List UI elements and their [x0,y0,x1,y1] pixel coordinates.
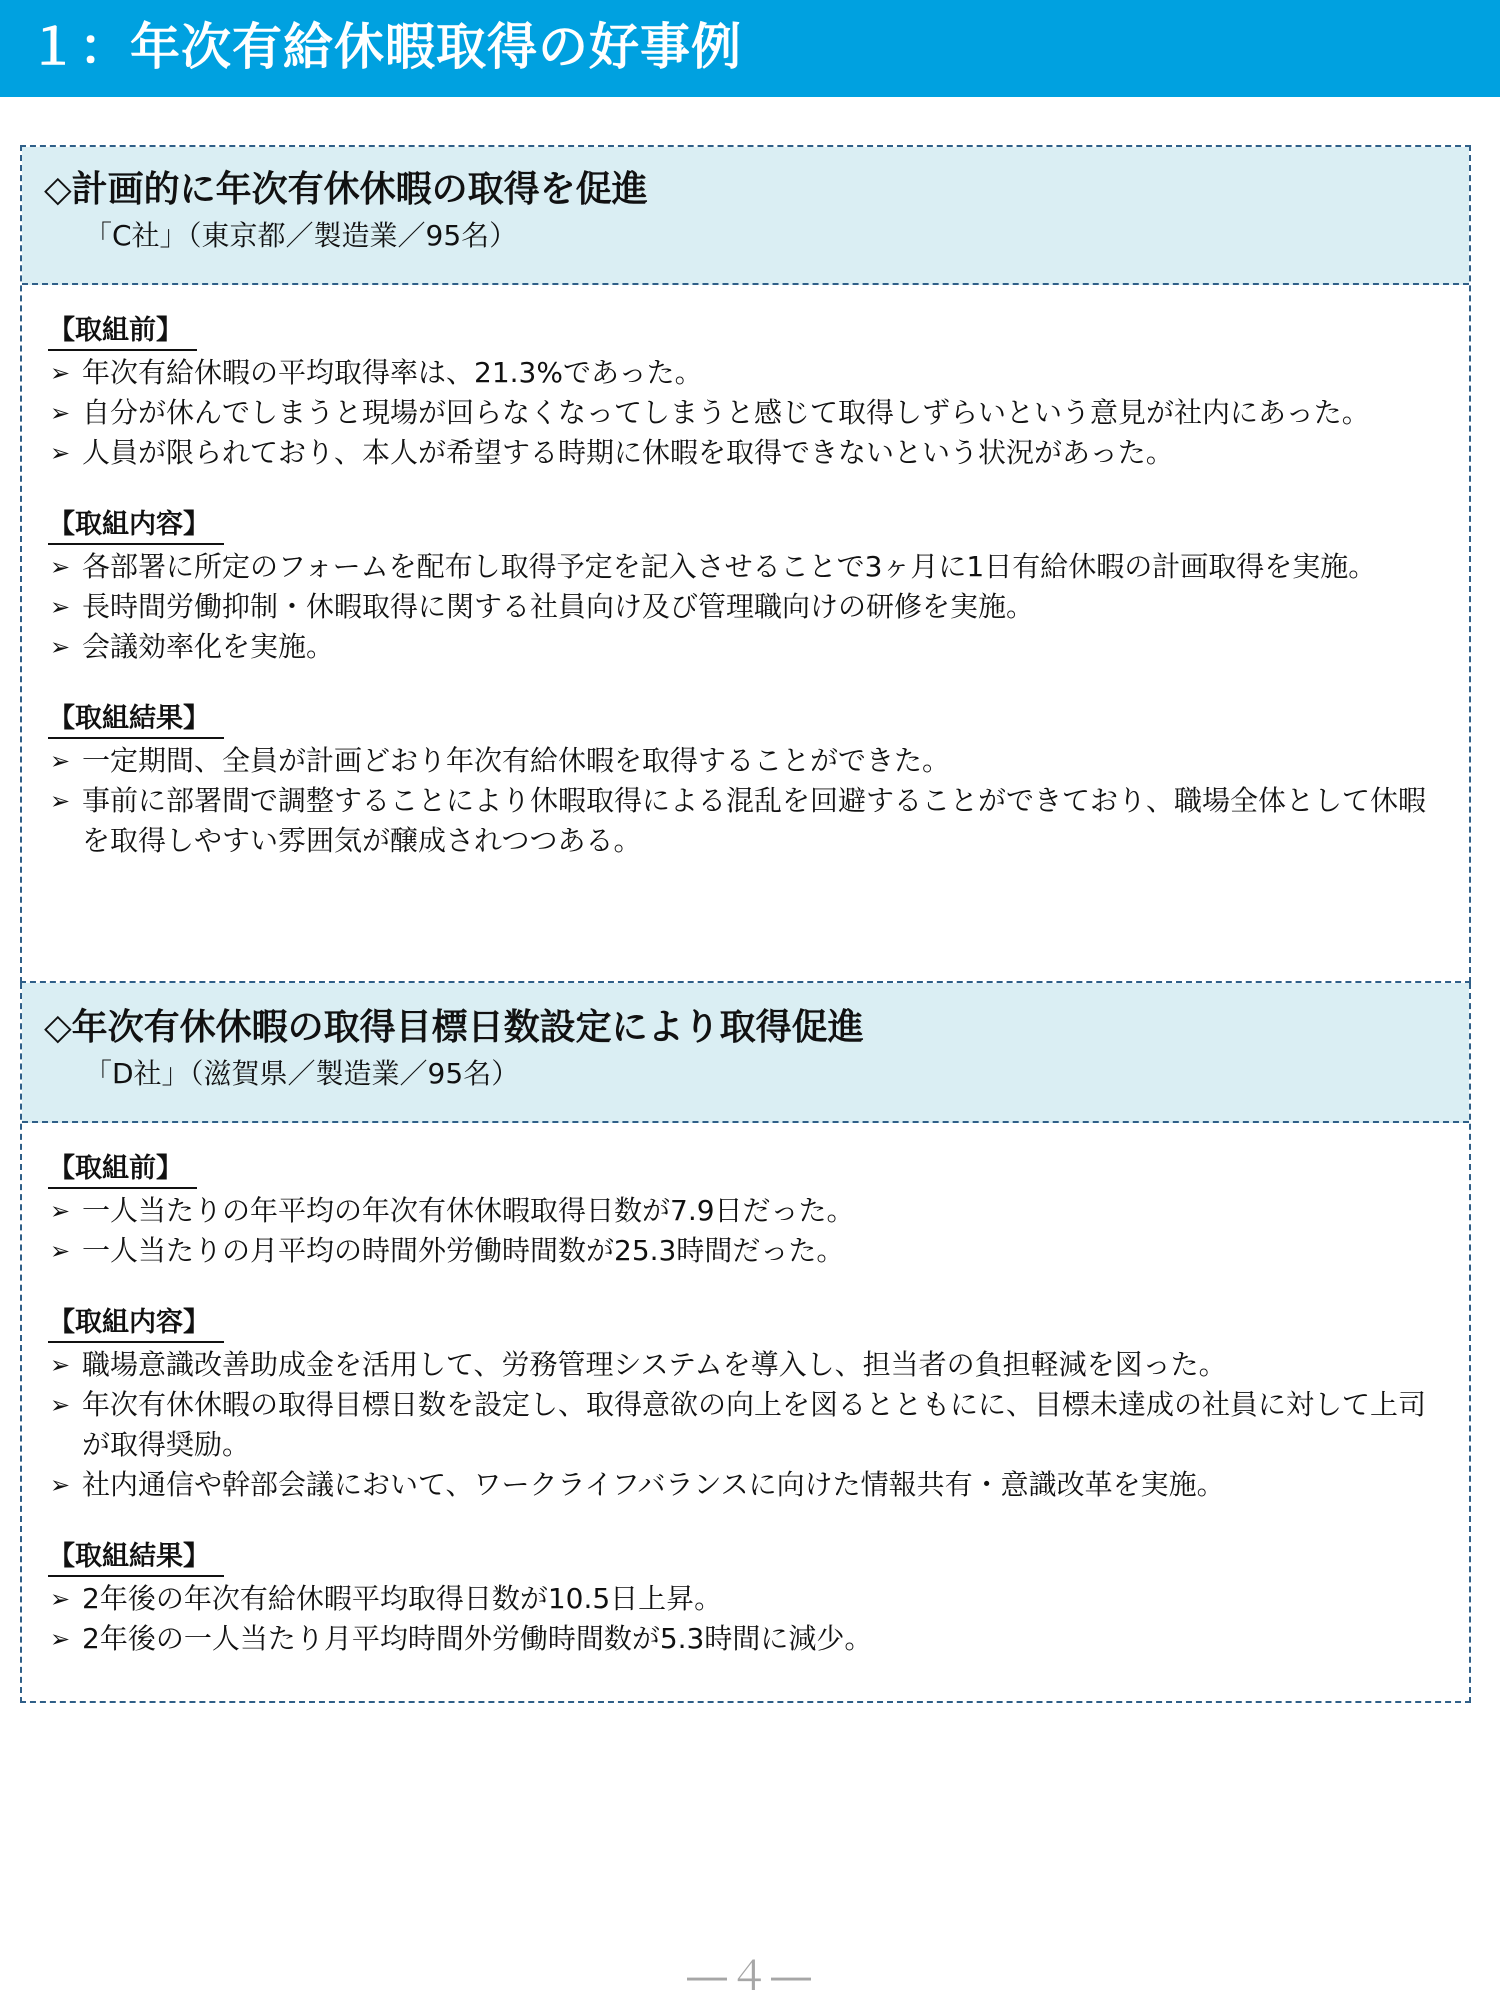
arrowhead-bullet-icon: ➢ [50,399,71,427]
list-item-text: 職場意識改善助成金を活用して、労務管理システムを導入し、担当者の負担軽減を図った。 [82,1348,1227,1381]
arrowhead-bullet-icon: ➢ [50,1197,71,1225]
list-item [48,393,1439,433]
list-item-text: 長時間労働抑制・休暇取得に関する社員向け及び管理職向けの研修を実施。 [82,590,1035,623]
list-item-text: 2年後の年次有給休暇平均取得日数が10.5日上昇。 [82,1582,723,1615]
section-label: 【取組内容】 [48,1305,224,1343]
case-card-d [20,983,1471,1703]
case-body [22,1123,1469,1659]
bullet-list [48,1579,1439,1659]
section-results [48,1539,1439,1659]
page-number: ―４― [687,1954,813,2000]
list-item [48,433,1439,473]
case-body [22,285,1469,861]
arrowhead-bullet-icon: ➢ [50,593,71,621]
case-company: 「C社」（東京都／製造業／95名） [84,219,518,252]
arrowhead-bullet-icon: ➢ [50,553,71,581]
arrowhead-bullet-icon: ➢ [50,1351,71,1379]
list-item-text: 各部署に所定のフォームを配布し取得予定を記入させることで3ヶ月に1日有給休暇の計画取得を実施。 [82,550,1377,583]
list-item [48,1385,1439,1465]
list-item [48,547,1439,587]
bullet-list [48,1191,1439,1271]
list-item-text: 2年後の一人当たり月平均時間外労働時間数が5.3時間に減少。 [82,1622,873,1655]
list-item-text: 社内通信や幹部会議において、ワークライフバランスに向けた情報共有・意識改革を実施。 [82,1468,1225,1501]
arrowhead-bullet-icon: ➢ [50,747,71,775]
section-results [48,701,1439,861]
list-item [48,353,1439,393]
list-item [48,1619,1439,1659]
arrowhead-bullet-icon: ➢ [50,1585,71,1613]
bullet-list [48,547,1439,667]
list-item-text: 人員が限られており、本人が希望する時期に休暇を取得できないという状況があった。 [82,436,1174,469]
case-card-c [20,145,1471,983]
list-item-text: 一人当たりの月平均の時間外労働時間数が25.3時間だった。 [82,1234,845,1267]
list-item-text: 自分が休んでしまうと現場が回らなくなってしまうと感じて取得しずらいという意見が社内にあった。 [82,396,1370,429]
section-label: 【取組結果】 [48,701,224,739]
section-before [48,313,1439,473]
section-actions [48,507,1439,667]
list-item-text: 一定期間、全員が計画どおり年次有給休暇を取得することができた。 [82,744,951,777]
list-item-text: 一人当たりの年平均の年次有休休暇取得日数が7.9日だった。 [82,1194,855,1227]
bullet-list [48,353,1439,473]
arrowhead-bullet-icon: ➢ [50,1237,71,1265]
bullet-list [48,741,1439,861]
list-item-text: 年次有給休暇の平均取得率は、21.3%であった。 [82,356,703,389]
case-header [22,983,1469,1123]
list-item [48,781,1439,861]
list-item [48,1231,1439,1271]
arrowhead-bullet-icon: ➢ [50,787,71,815]
case-title: ◇計画的に年次有休休暇の取得を促進 [44,169,648,210]
list-item [48,1465,1439,1505]
case-header [22,147,1469,285]
page-title: １：年次有給休暇取得の好事例 [28,18,742,76]
section-label: 【取組前】 [48,313,197,351]
list-item [48,627,1439,667]
list-item [48,587,1439,627]
arrowhead-bullet-icon: ➢ [50,359,71,387]
list-item-text: 年次有休休暇の取得目標日数を設定し、取得意欲の向上を図るとともにに、目標未達成の社員に対して上司が取得奨励。 [82,1388,1427,1461]
list-item-text: 会議効率化を実施。 [82,630,335,663]
list-item-text: 事前に部署間で調整することにより休暇取得による混乱を回避することができており、職場全体として休暇を取得しやすい雰囲気が醸成されつつある。 [82,784,1427,857]
arrowhead-bullet-icon: ➢ [50,633,71,661]
arrowhead-bullet-icon: ➢ [50,1471,71,1499]
list-item [48,1345,1439,1385]
case-company: 「D社」（滋賀県／製造業／95名） [84,1057,520,1090]
section-label: 【取組前】 [48,1151,197,1189]
bullet-list [48,1345,1439,1505]
section-label: 【取組結果】 [48,1539,224,1577]
section-before [48,1151,1439,1271]
arrowhead-bullet-icon: ➢ [50,439,71,467]
header-bar [0,0,1500,97]
arrowhead-bullet-icon: ➢ [50,1391,71,1419]
arrowhead-bullet-icon: ➢ [50,1625,71,1653]
list-item [48,741,1439,781]
list-item [48,1579,1439,1619]
section-label: 【取組内容】 [48,507,224,545]
section-actions [48,1305,1439,1505]
case-title: ◇年次有休休暇の取得目標日数設定により取得促進 [44,1007,864,1048]
list-item [48,1191,1439,1231]
